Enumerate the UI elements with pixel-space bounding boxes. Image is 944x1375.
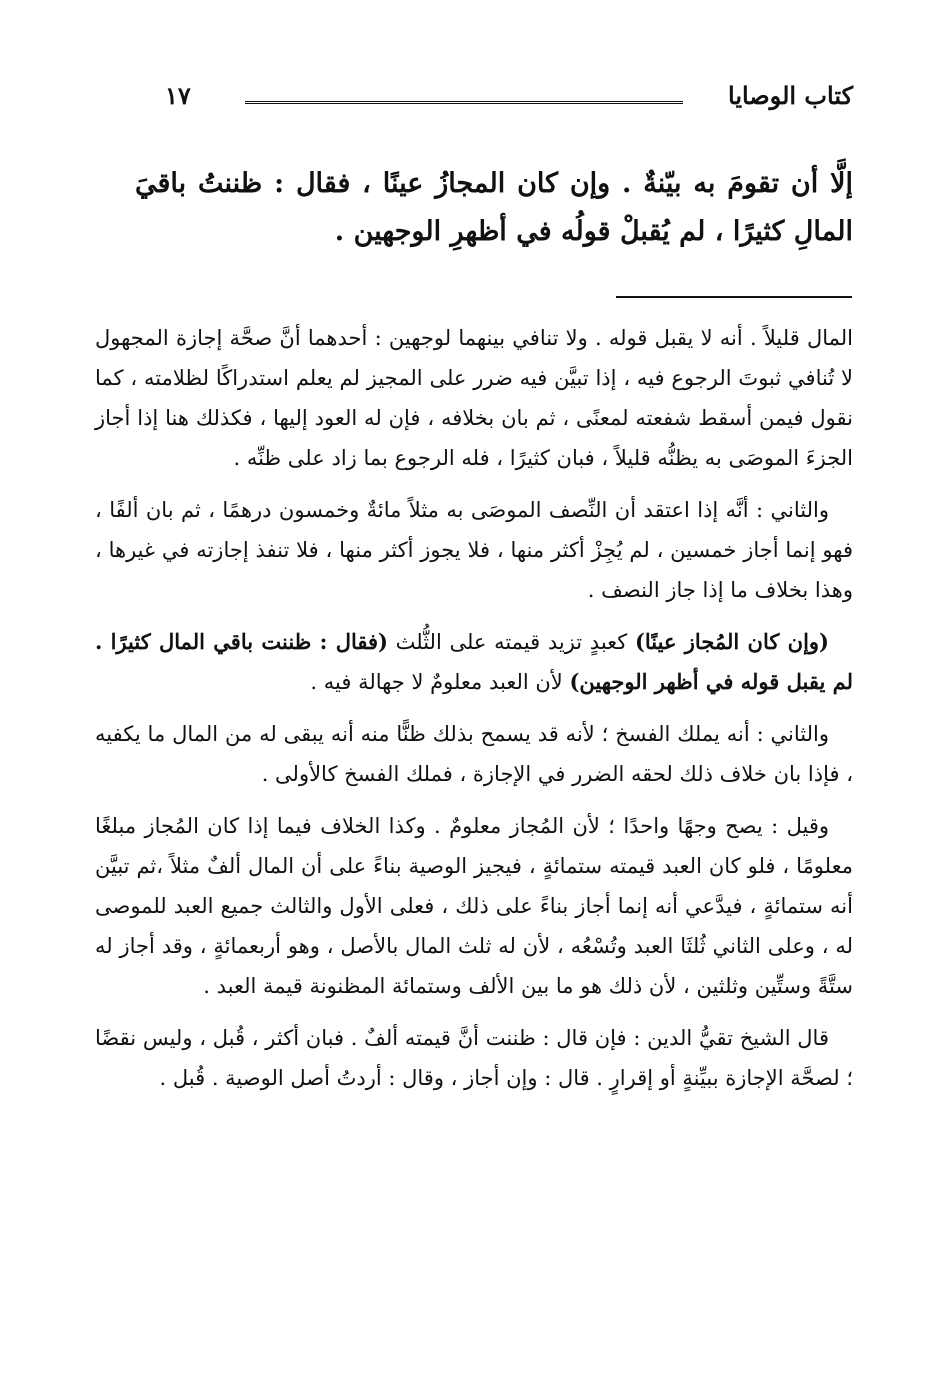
main-text	[135, 160, 853, 256]
commentary-paragraph-4: والثاني : أنه يملك الفسخ ؛ لأنه قد يسمح بذلك ظنًّا منه أنه يبقى له من المال ما يكفيه ، فإذا بان خلاف ذلك لحقه الضرر في الإجازة ، فملك الفسخ كالأولى .	[95, 722, 853, 786]
header-rule	[245, 101, 683, 104]
page-header	[165, 76, 853, 116]
commentary	[95, 318, 853, 1110]
footnote-rule	[616, 296, 852, 298]
commentary-text: كعبدٍ تزيد قيمته على الثُّلث	[387, 630, 635, 654]
commentary-paragraph-6: قال الشيخ تقيُّ الدين : فإن قال : ظننت أنَّ قيمته ألفٌ . فبان أكثر ، قُبل ، وليس نقضًا ؛ لصحَّة الإجازة ببيِّنةٍ أو إقرارٍ . قال : وإن أجاز ، وقال : أردتُ أصل الوصية . قُبل .	[95, 1026, 853, 1090]
commentary-paragraph-2: والثاني : أنَّه إذا اعتقد أن النِّصف الموصَى به مثلاً مائةٌ وخمسون درهمًا ، ثم بان ألفًا ، فهو إنما أجاز خمسين ، لم يُجِزْ أكثر منها ، فلا يجوز أكثر منها ، فلا تنفذ إجازته في غيرها ، وهذا بخلاف ما إذا جاز النصف .	[95, 498, 853, 602]
quoted-text-1: (وإن كان المُجاز عينًا)	[634, 629, 829, 654]
commentary-paragraph-1: المال قليلاً . أنه لا يقبل قوله . ولا تنافي بينهما لوجهين : أحدهما أنَّ صحَّة إجازة المجهول لا تُنافي ثبوتَ الرجوع فيه ، إذا تبيَّن فيه ضرر على المجيز لم يعلم استدراكًا لظلامته ، كما نقول فيمن أسقط شفعته لمعنًى ، ثم بان بخلافه ، فإن له العود إليها ، فكذلك هنا إذا أجاز الجزءَ الموصَى به يظنُّه قليلاً ، فبان كثيرًا ، فله الرجوع بما زاد على ظنِّه .	[95, 326, 853, 470]
commentary-paragraph-5: وقيل : يصح وجهًا واحدًا ؛ لأن المُجاز معلومٌ . وكذا الخلاف فيما إذا كان المُجاز مبلغًا معلومًا ، فلو كان العبد قيمته ستمائةٍ ، فيجيز الوصية بناءً على أن المال ألفٌ مثلاً ،ثم تبيَّن أنه ستمائةٍ ، فيدَّعي أنه إنما أجاز بناءً على ذلك ، فعلى الأول والثالث جميع العبد للموصى له ، وعلى الثاني ثُلثَا العبد وتُسْعُه ، لأن له ثلث المال بالأصل ، وهو أربعمائةٍ ، وقد أجاز له ستَّةً وستِّين وثلثين ، لأن ذلك هو ما بين الألف وستمائة المظنونة قيمة العبد .	[95, 814, 853, 998]
quoted-text-2: (فقال : ظننت باقي المال كثيرًا . لم يقبل قوله في أظهر الوجهين)	[95, 629, 853, 694]
commentary-paragraph-3	[95, 622, 853, 702]
commentary-text: لأن العبد معلومٌ لا جهالة فيه .	[310, 670, 570, 694]
main-paragraph: إلَّا أن تقومَ به بيّنةٌ . وإن كان المجازُ عينًا ، فقال : ظننتُ باقيَ المالِ كثيرًا ، لم يُقبلْ قولُه في أظهرِ الوجهين .	[135, 168, 853, 247]
page-number: ١٧	[165, 81, 191, 110]
running-title: كتاب الوصايا	[728, 81, 853, 110]
